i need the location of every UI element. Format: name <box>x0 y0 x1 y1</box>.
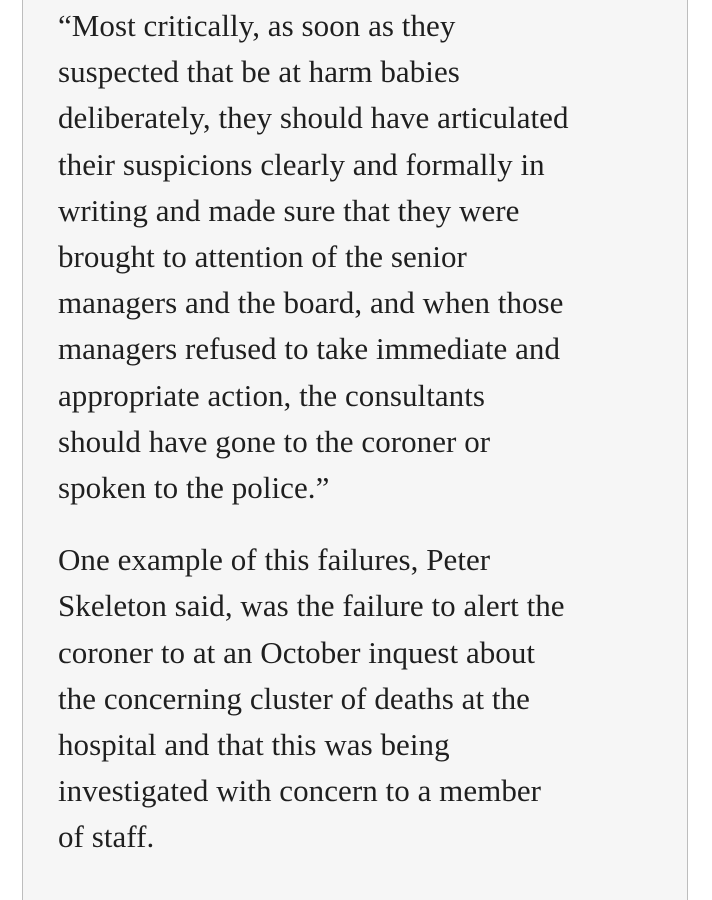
paragraph-line: managers refused to take immediate and <box>58 331 561 367</box>
paragraph-line: investigated with concern to a member <box>58 773 542 809</box>
paragraph-line: spoken to the police.” <box>58 470 330 506</box>
paragraph-line: brought to attention of the senior <box>58 239 467 275</box>
paragraph-line: Skeleton said, was the failure to alert the <box>58 588 565 624</box>
paragraph-line: managers and the board, and when those <box>58 285 564 321</box>
paragraph-line: coroner to at an October inquest about <box>58 634 536 670</box>
paragraph-line: One example of this failures, Peter <box>58 542 491 578</box>
body-paragraph <box>58 537 668 860</box>
paragraph-line: writing and made sure that they were <box>58 192 520 228</box>
paragraph-line: their suspicions clearly and formally in <box>58 146 545 182</box>
paragraph-line: suspected that be at harm babies <box>58 54 460 90</box>
article-body <box>58 3 668 861</box>
paragraph-line: should have gone to the coroner or <box>58 423 491 459</box>
paragraph-line: deliberately, they should have articulated <box>58 100 569 136</box>
article-panel <box>22 0 688 900</box>
paragraph-line: “Most critically, as soon as they <box>58 8 456 43</box>
paragraph-line: appropriate action, the consultants <box>58 377 486 413</box>
paragraph-line: hospital and that this was being <box>58 727 450 763</box>
paragraph-line: of staff. <box>58 819 155 855</box>
paragraph-line: the concerning cluster of deaths at the <box>58 680 530 716</box>
quote-paragraph <box>58 3 668 511</box>
